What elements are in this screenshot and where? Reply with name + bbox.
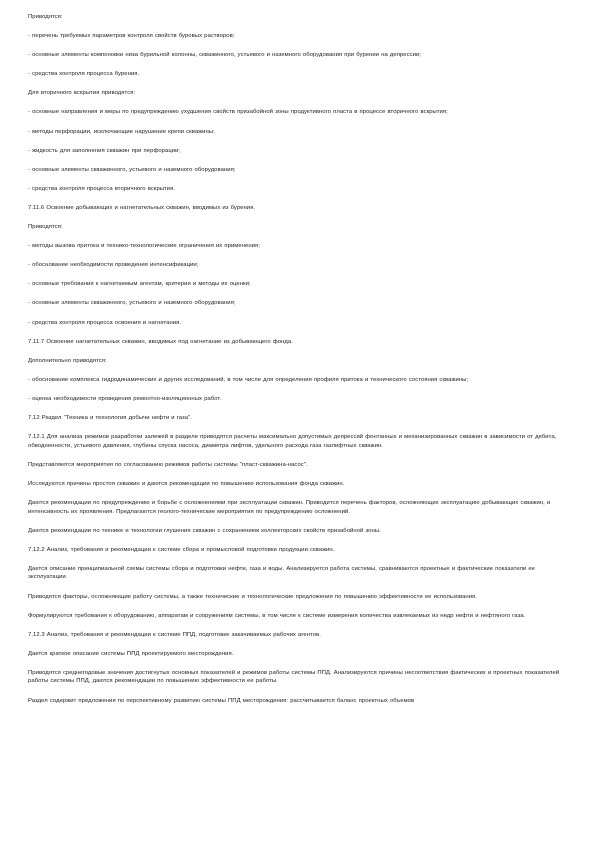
paragraph: Даются рекомендации по предупреждению и борьбе с осложнениями при эксплуатации скважин. Приводится перечень факторов, осложняющих эксплуатацию добывающих скважин, и интенсивность их проявления. Предлагаются геолого-технические мероприятия по предупреждению осложнений. xyxy=(28,499,551,515)
paragraph: Дается краткое описание системы ППД проектируемого месторождения. xyxy=(28,650,234,657)
list-item: - основные элементы компоновки низа бурильной колонны, скважинного, устьевого и наземного оборудования при бурении на депрессии; xyxy=(28,52,421,59)
paragraph: Дается описание принципиальной схемы системы сбора и подготовки нефти, газа и воды. Анализируется работа системы, сравниваются проектные и фактические показатели ее эксплуатации. xyxy=(28,565,536,581)
list-item: - средства контроля процесса бурения. xyxy=(28,71,140,78)
list-item: - методы вызова притока и технико-технологические ограничения их применения; xyxy=(28,243,260,250)
list-item: - основные элементы скважинного, устьевого и наземного оборудования; xyxy=(28,300,236,307)
list-item: - средства контроля процесса вторичного вскрытия. xyxy=(28,185,176,192)
list-item: - основные направления и меры по предупреждению ухудшения свойств призабойной зоны продуктивного пласта в процессе вторичного вскрытия; xyxy=(28,109,448,116)
list-item: - основные требования к нагнетаемым агентам, критерии и методы их оценки; xyxy=(28,281,251,288)
section-heading: 7.11.7 Освоение нагнетательных скважин, вводимых под нагнетание из добывающего фонда. xyxy=(28,338,293,345)
section-heading: 7.12.2 Анализ, требования и рекомендации к системе сбора и промысловой подготовки продукции скважин. xyxy=(28,546,335,553)
paragraph: Дополнительно приводятся: xyxy=(28,357,107,364)
section-heading: 7.11.6 Освоение добывающих и нагнетательных скважин, вводимых из бурения. xyxy=(28,204,256,211)
list-item: - основные элементы скважинного, устьевого и наземного оборудования; xyxy=(28,166,236,173)
section-heading: 7.12 Раздел "Техника и технология добычи нефти и газа". xyxy=(28,414,192,421)
paragraph: Приводятся: xyxy=(28,14,63,20)
list-item: - обоснование комплекса гидродинамических и других исследований, в том числе для определения профиля притока и технического состояния скважины; xyxy=(28,376,469,383)
list-item: - средства контроля процесса освоения и нагнетания. xyxy=(28,319,182,326)
list-item: - оценка необходимости проведения ремонтно-изоляционных работ. xyxy=(28,395,222,402)
paragraph: 7.12.1 Для анализа режимов разработки залежей в разделе приводятся расчеты максимально допустимых депрессий фонтанных и механизированных скважин в зависимости от дебита, обводненности, устьевого давления, глубины спуска насоса, диаметра лифтов, удельного расхода газа газлифтных скважин. xyxy=(28,434,557,449)
paragraph: Приводятся среднегодовые значения достигнутых основных показателей и режимов работы системы ППД. Анализируются причины несоответствия фактических и проектных показателей работы системы ППД, даются рекомендации по повышению эффективности ее работы. xyxy=(28,669,560,685)
section-heading: 7.12.3 Анализ, требования и рекомендации к системе ППД, подготовке закачиваемых рабочих агентов. xyxy=(28,631,321,638)
paragraph: Приводятся: xyxy=(28,224,63,231)
paragraph: Для вторичного вскрытия приводятся: xyxy=(28,90,136,97)
document-page xyxy=(28,13,568,715)
paragraph: Приводятся факторы, осложняющие работу системы, а также технические и технологические предложения по повышению эффективности ее использования. xyxy=(28,593,477,600)
list-item: - перечень требуемых параметров контроля свойств буровых растворов; xyxy=(28,33,235,40)
paragraph: Исследуются причины простоя скважин и даются рекомендации по повышению использования фонда скважин. xyxy=(28,480,345,487)
paragraph: Формулируются требования к оборудованию, аппаратам и сооружениям системы, в том числе к системе измерения количества извлекаемых из недр нефти и нефтяного газа. xyxy=(28,612,526,619)
paragraph: Раздел содержит предложения по перспективному развитию системы ППД месторождения: рассчитывается баланс проектных объемов xyxy=(28,697,415,704)
list-item: - методы перфорации, исключающие нарушение крепи скважины; xyxy=(28,128,215,135)
list-item: - жидкость для заполнения скважин при перфорации; xyxy=(28,147,181,154)
paragraph: Представляются мероприятия по согласованию режимов работы системы "пласт-скважина-насос". xyxy=(28,461,308,468)
list-item: - обоснование необходимости проведения интенсификации; xyxy=(28,262,199,269)
paragraph: Даются рекомендации по технике и технологии глушения скважин с сохранением коллекторских свойств призабойной зоны. xyxy=(28,527,381,534)
